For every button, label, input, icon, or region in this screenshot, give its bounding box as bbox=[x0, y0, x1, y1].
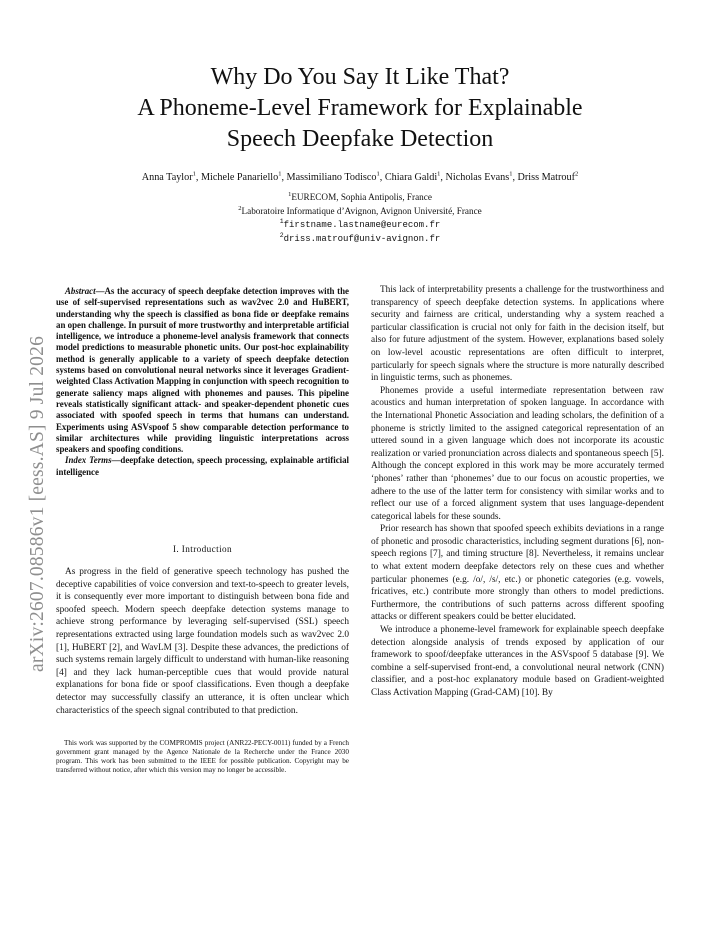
paper-title bbox=[60, 62, 660, 155]
author-name: Anna Taylor bbox=[141, 172, 193, 183]
author-name: Driss Matrouf bbox=[517, 172, 575, 183]
title-line-1: Why Do You Say It Like That? bbox=[210, 64, 510, 90]
title-line-2: A Phoneme-Level Framework for Explainable bbox=[137, 95, 583, 121]
email-text[interactable]: firstname.lastname@eurecom.fr bbox=[283, 220, 441, 230]
email-2[interactable] bbox=[60, 233, 660, 245]
index-terms-text: —deepfake detection, speech processing, explainable artificial intelligence bbox=[56, 455, 349, 477]
email-mark: 2 bbox=[279, 232, 284, 239]
body-paragraph: Phonemes provide a useful intermediate representation between raw acoustics and human interpretation of spoken language. In accordance with the International Phonetic Association and leading scholars, the definition of a phoneme is strictly limited to the assigned categorical representation of an uttered sound in a given language which does not incorporate its acoustic realization or varied pronunciation across dialects and spontaneous speech [5]. Although the concept explored in this work may be more accurately termed ‘phones’ rather than ‘phonemes’ due to our focus on acoustic properties, we adhere to the use of the latter term for consistency with similar works and to reflect our use of a forced alignment system that uses language-dependent categorical labels for these sounds. bbox=[371, 385, 664, 522]
index-terms-label: Index Terms bbox=[65, 455, 112, 466]
author-affiliation-mark: 1 bbox=[278, 170, 282, 178]
email-1[interactable] bbox=[60, 219, 660, 231]
body-paragraph: Prior research has shown that spoofed speech exhibits deviations in a range of phonetic and prosodic characteristics, including segment durations [6], non-speech regions [7], and timing structure [8]. Nevertheless, it remains unclear to what extent modern deepfake detectors rely on these cues and whether particular phonemes (e.g. /o/, /s/, etc.) or phonetic categories (e.g. vowels, fricatives, etc.) contribute more strongly than others to model predictions. Furthermore, the contributions of such patterns across different spoofing attacks or different speakers could be better elucidated. bbox=[371, 524, 664, 623]
arxiv-identifier-sidebar[interactable]: arXiv:2607.08586v1 [eess.AS] 9 Jul 2026 bbox=[27, 335, 48, 672]
abstract-text: —As the accuracy of speech deepfake detection improves with the use of self-supervised representations such as wav2vec 2.0 and HuBERT, understanding why the speech is classified as bona fide or deepfake remains an open challenge. In pursuit of more trustworthy and interpretable artificial intelligence, we introduce a phoneme-level analysis framework that connects model predictions to measurable phonetic units. Our post-hoc explainability method is generally applicable to a variety of speech deepfake detection systems based on convolutional neural networks since it leverages Gradient-weighted Class Activation Mapping in conjunction with speech recognition to generate saliency maps aligned with phonemes and pauses. This pipeline reveals statistically significant attack- and speaker-dependent phonetic cues associated with spoofed speech in terms that humans can understand. Experiments using ASVspoof 5 show comparable detection performance to similar architectures while providing linguistic interpretations across speakers and spoofing conditions. bbox=[56, 286, 349, 455]
author-affiliation-mark: 1 bbox=[192, 170, 196, 178]
intro-paragraph bbox=[56, 566, 349, 717]
abstract bbox=[56, 286, 349, 478]
section-heading: I. Introduction bbox=[172, 544, 233, 554]
footnote bbox=[56, 739, 349, 775]
body-paragraph: This lack of interpretability presents a challenge for the trustworthiness and transparency of speech deepfake detection systems. In applications where security and fairness are critical, understanding why a system reached a particular classification is crucial not only for faith in the decision itself, but also for future adjustment of the system. However, explanations based solely on low-level acoustic representations are often difficult to interpret, particularly for speech signals where the structure is more naturally described in linguistic terms, such as phonemes. bbox=[371, 285, 664, 384]
affiliation-text: Laboratoire Informatique d’Avignon, Avignon Université, France bbox=[241, 206, 482, 216]
affiliation-2 bbox=[60, 205, 660, 217]
body-paragraph: We introduce a phoneme-level framework for explainable speech deepfake detection alongside analysis of trends exposed by application of our framework to spoof/deepfake utterances in the ASVspoof 5 database [9]. We combine a self-supervised front-end, a convolutional neural network (CNN) classifier, and a post-hoc explanatory module based on Gradient-weighted Class Activation Mapping (Grad-CAM) [10]. By bbox=[371, 625, 664, 698]
affiliation-1 bbox=[60, 191, 660, 203]
title-line-3: Speech Deepfake Detection bbox=[226, 126, 494, 152]
affiliation-text: EURECOM, Sophia Antipolis, France bbox=[291, 192, 432, 202]
affiliation-mark: 1 bbox=[288, 190, 292, 198]
affiliation-mark: 2 bbox=[238, 204, 242, 212]
abstract-label: Abstract bbox=[65, 286, 96, 296]
right-column bbox=[371, 284, 664, 700]
author-name: Michele Panariello bbox=[200, 172, 279, 183]
author-affiliation-mark: 1 bbox=[437, 170, 441, 178]
author-affiliation-mark: 1 bbox=[376, 170, 380, 178]
email-mark: 1 bbox=[279, 218, 284, 225]
author-affiliation-mark: 1 bbox=[509, 170, 513, 178]
author-list: Anna Taylor$^1$, Michele Panariello$^1$, Massimiliano Todisco$^1$, Chiara Galdi$^1$, Nicholas Evans$^1$, Driss Matrouf$^2$ bbox=[141, 170, 579, 183]
author-affiliation-mark: 2 bbox=[574, 170, 579, 178]
body-paragraph: As progress in the field of generative speech technology has pushed the deceptive capabilities of voice conversion and text-to-speech to greater levels, it is consequently ever more important to distinguish between bona fide and spoofed speech. Modern speech deepfake detection systems manage to achieve strong performance by leveraging self-supervised (SSL) speech representations extracted using large foundation models such as wav2vec 2.0 [1], HuBERT [2], and WavLM [3]. Despite these advances, the predictions of such systems remain largely difficult to understand with human-like reasoning [4] and they lack human-perceptible cues that would provide natural explanations for bona fide or spoof classifications. Even though a deepfake detector may successfully classify an utterance, it is often unclear which characteristics of the speech signal contributed to that prediction. bbox=[56, 567, 349, 716]
footnote-text: This work was supported by the COMPROMIS project (ANR22-PECY-0011) funded by a French government grant managed by the Agence Nationale de la Recherche under the France 2030 program. This work has been submitted to the IEEE for possible publication. Copyright may be transferred without notice, after which this version may no longer be accessible. bbox=[56, 739, 349, 774]
author-name: Chiara Galdi bbox=[384, 172, 438, 183]
email-text[interactable]: driss.matrouf@univ-avignon.fr bbox=[283, 234, 441, 244]
author-name: Nicholas Evans bbox=[445, 172, 510, 183]
author-name: Massimiliano Todisco bbox=[286, 172, 377, 183]
